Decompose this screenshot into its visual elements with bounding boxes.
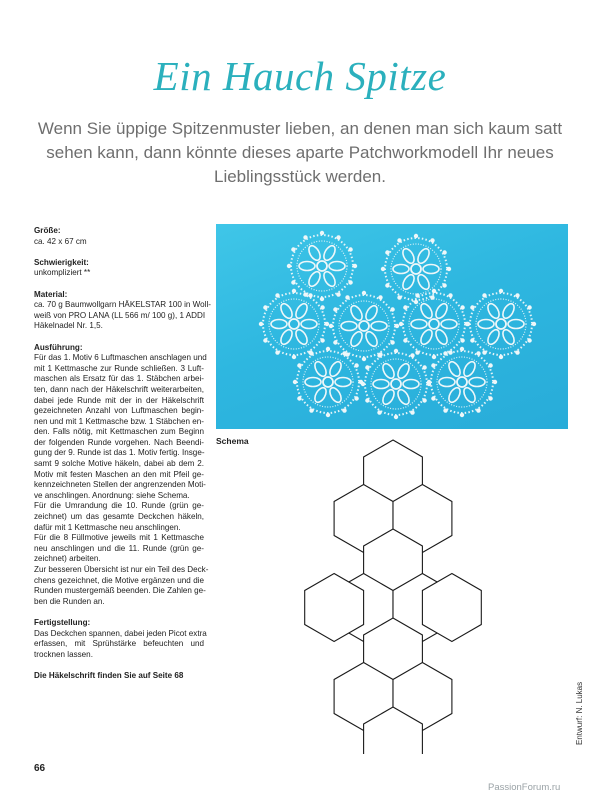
lead-line: Lieblingsstück werden. — [214, 167, 386, 186]
watermark: PassionForum.ru — [488, 782, 561, 793]
execution-line: Für die 8 Füllmotive jeweils mit 1 Kettmasche — [34, 533, 204, 543]
finishing-section — [34, 617, 207, 660]
execution-line: Zur besseren Übersicht ist nur ein Teil des Deck- — [34, 565, 209, 574]
lace-motif — [293, 347, 363, 417]
execution-line: samt 9 solche Motive häkeln, dabei ab dem 2. — [34, 459, 204, 469]
execution-line: Runden mustergemäß beenden. Die Zahlen ge- — [34, 586, 206, 596]
chart-reference-note: Die Häkelschrift finden Sie auf Seite 68 — [34, 670, 184, 680]
size-section — [34, 226, 204, 247]
execution-line: neu anschlingen und die 11. Runde (grün ge- — [34, 543, 204, 553]
difficulty-value: unkompliziert ** — [34, 268, 91, 278]
lace-motif — [399, 289, 469, 359]
execution-line: dabei jede Runde mit der in der Häkelschrift — [34, 395, 204, 405]
execution-line: Für die Umrandung die 10. Runde (grün ge- — [34, 501, 204, 511]
hexagon-schema — [288, 436, 498, 754]
execution-line: der folgenden Runde vorgehen. Nach Beendi- — [34, 437, 204, 447]
size-value: ca. 42 x 67 cm — [34, 236, 87, 246]
finishing-line: erfassen, mit Sprühstärke befeuchten und — [34, 639, 204, 649]
execution-heading: Ausführung: — [34, 342, 83, 352]
execution-line: gezeichneten Anzahl von Luftmaschen begin- — [34, 406, 204, 416]
page-title: Ein Hauch Spitze — [153, 53, 447, 99]
execution-line: zeichnet) um das gesamte Deckchen häkeln, — [34, 512, 204, 522]
size-heading: Größe: — [34, 226, 61, 235]
lead-paragraph — [30, 117, 570, 189]
design-credit: Entwurf: N. Lukas — [575, 681, 584, 745]
lace-motif — [329, 291, 399, 361]
execution-line: zeichnet) arbeiten. — [34, 554, 101, 564]
execution-line: Motiv mit festen Maschen an den mit Pfeil ge- — [34, 469, 204, 479]
material-line: ca. 70 g Baumwollgarn HÄKELSTAR 100 in Woll- — [34, 300, 211, 310]
difficulty-section — [34, 258, 204, 279]
execution-line: maschen als Ersatz für das 1. Stäbchen arbei- — [34, 374, 204, 384]
material-line: weiß von PRO LANA (LL 566 m/ 100 g), 1 ADDI — [34, 310, 206, 320]
lead-line: Wenn Sie üppige Spitzenmuster lieben, an denen man sich kaum satt — [37, 119, 563, 138]
lace-motif — [361, 349, 431, 419]
difficulty-heading: Schwierigkeit: — [34, 257, 89, 267]
finishing-heading: Fertigstellung: — [34, 617, 91, 627]
execution-line: kennzeichneten Stellen der angrenzenden Moti- — [34, 480, 206, 490]
execution-line: den. Falls nötig, mit Kettmaschen zum Beginn — [34, 427, 204, 437]
material-line: Häkelnadel Nr. 1,5. — [34, 321, 103, 331]
lace-motif — [427, 347, 497, 417]
material-section — [34, 289, 211, 332]
finishing-line: trocknen lassen. — [34, 649, 93, 659]
finishing-line: Das Deckchen spannen, dabei jeden Picot extra — [34, 628, 207, 638]
lace-doily-photo — [216, 224, 568, 429]
lace-motif — [466, 289, 536, 359]
lead-line: sehen kann, dann könnte dieses aparte Patchworkmodell Ihr neues — [46, 143, 554, 162]
material-heading: Material: — [34, 289, 68, 299]
lace-motif — [287, 231, 357, 301]
lace-doily-image — [216, 224, 568, 429]
execution-line: ten, dann nach der Häkelschrift weiterarbeiten, — [34, 384, 204, 394]
execution-line: gung der 9. Runde ist das 1. Motiv fertig. Insge- — [34, 448, 205, 458]
execution-text — [34, 353, 209, 607]
execution-line: ben die Runden an. — [34, 596, 105, 606]
execution-line: nen und mit 1 Kettmasche bzw. 1 Stäbchen en- — [34, 416, 204, 426]
schema-label: Schema — [216, 436, 249, 446]
lace-group — [259, 231, 536, 419]
execution-line: mit 1 Kettmasche zur Runde schließen. 3 Luft- — [34, 363, 204, 373]
lace-motif — [259, 289, 329, 359]
execution-line: dafür mit 1 Kettmasche neu anschlingen. — [34, 522, 181, 532]
execution-line: ve anschlingen. Anordnung: siehe Schema. — [34, 490, 190, 500]
instructions-column — [34, 226, 211, 682]
execution-line: chens gezeichnet, die Motive ergänzen und die — [34, 575, 204, 585]
execution-line: Für das 1. Motiv 6 Luftmaschen anschlagen und — [34, 353, 207, 363]
execution-section — [34, 342, 209, 608]
page-number: 66 — [34, 763, 46, 774]
